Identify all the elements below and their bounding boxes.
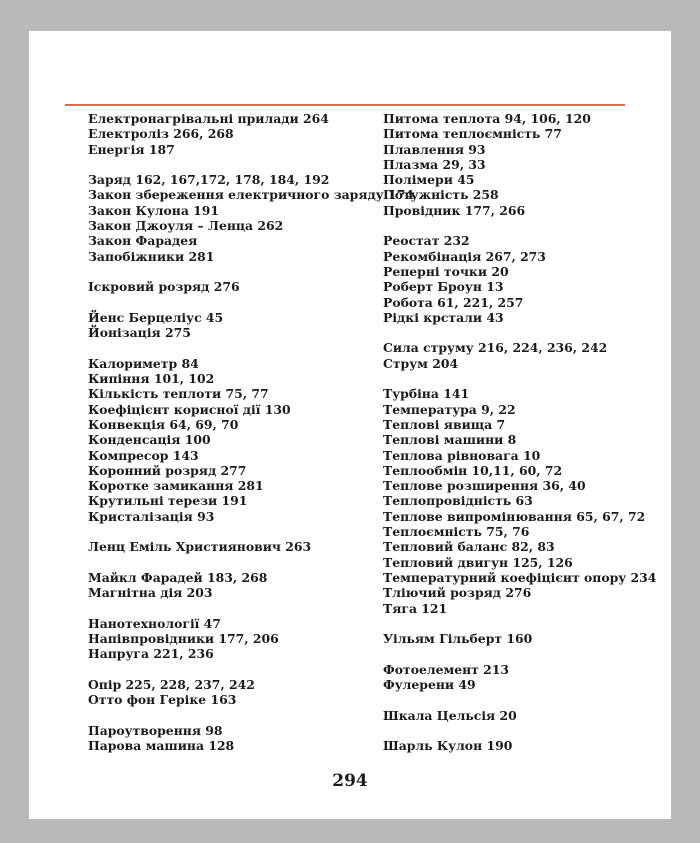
index-entry: Теплова рівновага 10: [383, 447, 541, 463]
index-entry: Питома теплоємність 77: [383, 126, 562, 142]
index-entry: Турбіна 141: [383, 386, 470, 402]
header-rule: [65, 104, 625, 106]
index-entry: Температура 9, 22: [383, 401, 516, 417]
index-entry: Рідкі крстали 43: [383, 309, 504, 325]
index-entry: Шарль Кулон 190: [383, 738, 513, 754]
index-entry: Електроліз 266, 268: [88, 126, 234, 142]
index-entry: Магнітна дія 203: [88, 585, 213, 601]
index-entry: Отто фон Геріке 163: [88, 692, 237, 708]
index-entry: Іскровий розряд 276: [88, 279, 240, 295]
index-entry: Конденсація 100: [88, 432, 211, 448]
index-entry: Полімери 45: [383, 172, 475, 188]
index-entry: Робота 61, 221, 257: [383, 294, 524, 310]
index-entry: Теплові явища 7: [383, 416, 506, 432]
index-entry: Йонізація 275: [88, 325, 191, 341]
index-entry: Конвекція 64, 69, 70: [88, 416, 239, 432]
index-entry: Кипіння 101, 102: [88, 371, 215, 387]
index-entry: Коефіцієнт корисної дії 130: [88, 401, 291, 417]
index-entry: Напруга 221, 236: [88, 646, 214, 662]
index-column-left: [88, 111, 414, 753]
index-entry: Коротке замикання 281: [88, 478, 264, 494]
index-entry: Теплопровідність 63: [383, 493, 533, 509]
index-entry: Плазма 29, 33: [383, 156, 486, 172]
index-entry: Ленц Еміль Християнович 263: [88, 539, 312, 555]
index-entry: Запобіжники 281: [88, 248, 215, 264]
index-entry: Майкл Фарадей 183, 268: [88, 569, 268, 585]
index-entry: Опір 225, 228, 237, 242: [88, 676, 255, 692]
index-entry: Шкала Цельсія 20: [383, 707, 517, 723]
index-entry: Уільям Гільберт 160: [383, 631, 533, 647]
index-entry: Роберт Броун 13: [383, 279, 504, 295]
index-entry: Закон Кулона 191: [88, 202, 220, 218]
index-entry: Крутильні терези 191: [88, 493, 248, 509]
index-entry: Кристалізація 93: [88, 508, 215, 524]
index-entry: Тліючий розряд 276: [383, 585, 532, 601]
index-entry: Компресор 143: [88, 447, 199, 463]
index-entry: Теплове випромінювання 65, 67, 72: [383, 508, 646, 524]
index-entry: Тепловий баланс 82, 83: [383, 539, 555, 555]
index-entry: Заряд 162, 167,172, 178, 184, 192: [88, 172, 330, 188]
document-page: [29, 31, 671, 819]
index-entry: Закон збереження електричного заряду 174: [88, 187, 414, 203]
index-entry: Теплообмін 10,11, 60, 72: [383, 462, 563, 478]
index-entry: Коронний розряд 277: [88, 462, 247, 478]
index-entry: Нанотехнології 47: [88, 615, 221, 631]
index-entry: Реперні точки 20: [383, 263, 509, 279]
index-entry: Теплове розширення 36, 40: [383, 478, 586, 494]
index-column-right: [383, 111, 656, 753]
index-entry: Фотоелемент 213: [383, 661, 510, 677]
index-entry: Температурний коефіцієнт опору 234: [383, 569, 657, 585]
index-entry: Кількість теплоти 75, 77: [88, 386, 269, 402]
index-entry: Парова машина 128: [88, 738, 235, 754]
index-entry: Сила струму 216, 224, 236, 242: [383, 340, 608, 356]
index-entry: Реостат 232: [383, 233, 470, 249]
index-entry: Закон Джоуля – Ленца 262: [88, 218, 284, 234]
index-entry: Провідник 177, 266: [383, 202, 526, 218]
index-entry: Калориметр 84: [88, 355, 199, 371]
index-entry: Питома теплота 94, 106, 120: [383, 111, 591, 126]
index-entry: Тепловий двигун 125, 126: [383, 554, 573, 570]
index-entry: Тяга 121: [383, 600, 448, 616]
index-entry: Потужність 258: [383, 187, 499, 203]
page-number: 294: [332, 771, 368, 791]
index-entry: Рекомбінація 267, 273: [383, 248, 546, 264]
index-entry: Напівпровідники 177, 206: [88, 631, 279, 647]
index-entry: Пароутворення 98: [88, 722, 223, 738]
index-entry: Фулерени 49: [383, 676, 476, 692]
index-entry: Електронагрівальні прилади 264: [88, 111, 329, 126]
index-entry: Закон Фарадея: [88, 233, 198, 249]
index-entry: Плавлення 93: [383, 141, 486, 157]
index-entry: Теплові машини 8: [383, 432, 517, 448]
index-entry: Теплоємність 75, 76: [383, 524, 530, 540]
index-entry: Струм 204: [383, 355, 459, 371]
index-entry: Енергія 187: [88, 141, 175, 157]
index-entry: Йенс Берцеліус 45: [88, 309, 224, 325]
